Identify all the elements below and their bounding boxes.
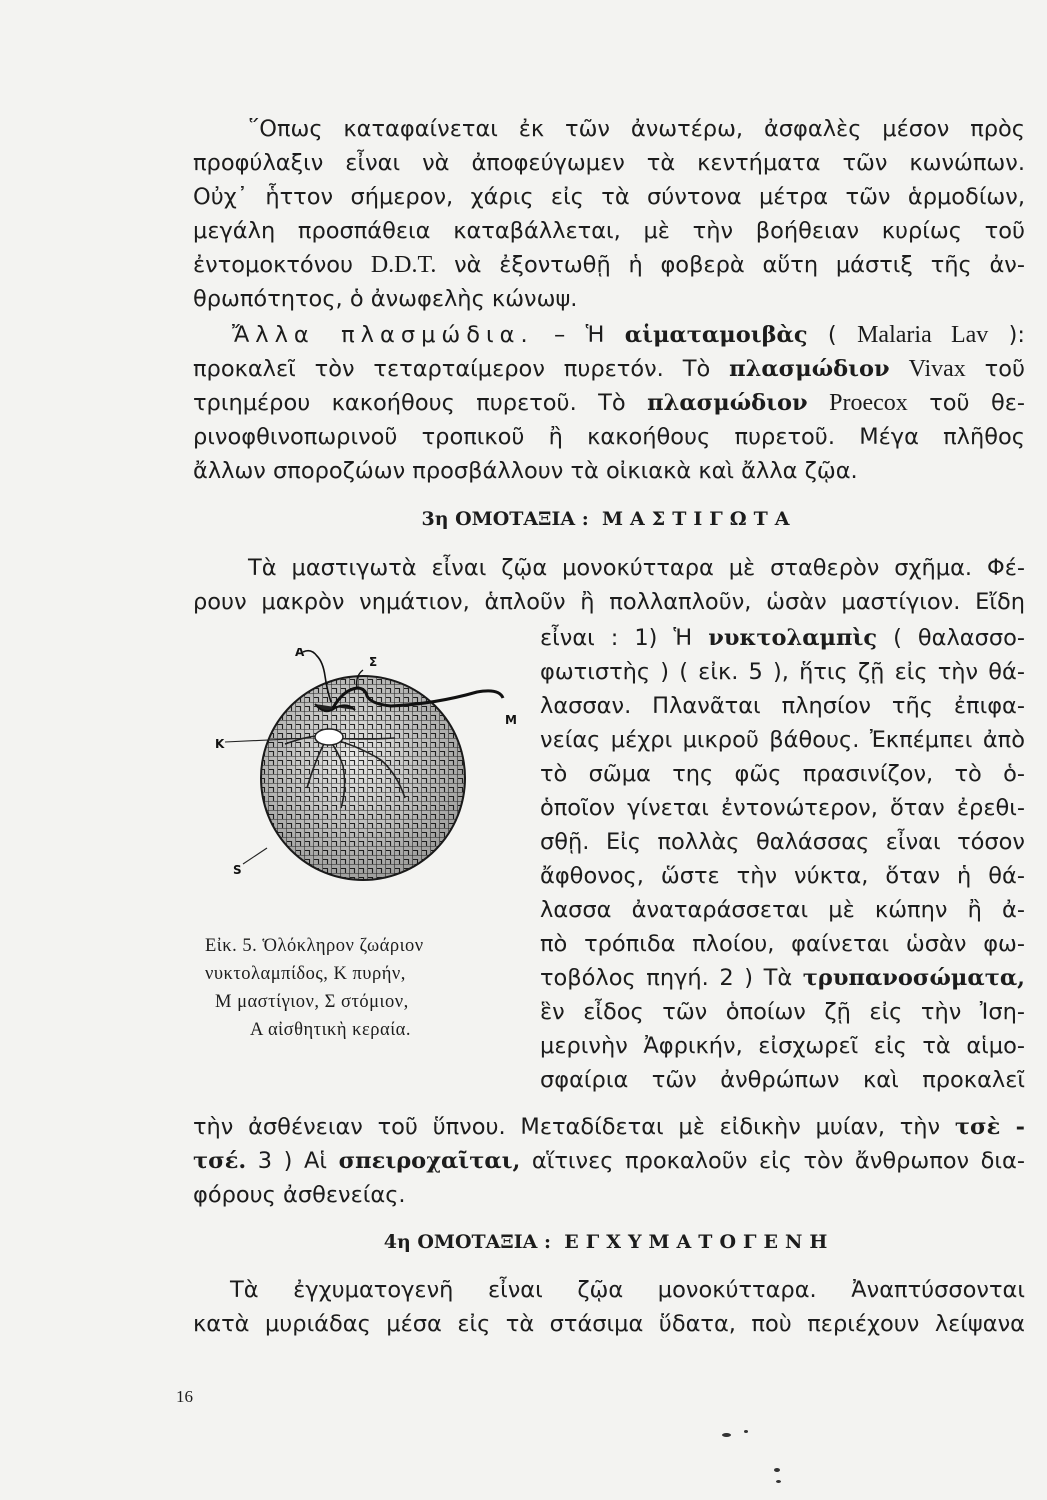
latin-term: Proecox xyxy=(829,390,908,416)
text-segment: τοῦ θε- xyxy=(907,390,1026,416)
heading-title: ΕΓΧΥΜΑΤΟΓΕΝΗ xyxy=(564,1231,835,1253)
text-line: ρινοφθινοπωρινοῦ τροπικοῦ ἢ κακοήθους πυρετοῦ. Μέγα πλῆθος xyxy=(193,424,1025,450)
bold-term: πλασμώδιον xyxy=(647,390,808,416)
text-line: λασσα ἀναταράσσεται μὲ κώπην ἢ ἀ- xyxy=(540,897,1025,923)
caption-line: Εἰκ. 5. Ὁλόκληρον ζωάριον xyxy=(205,936,424,956)
text-line xyxy=(193,248,1025,282)
text-line: νείας μέχρι μικροῦ βάθους. Ἐκπέμπει ἀπὸ xyxy=(540,727,1025,753)
bold-term: αἱματαμοιβὰς xyxy=(624,322,808,348)
text-segment: ): xyxy=(988,322,1025,348)
text-segment: τὴν ἀσθένειαν τοῦ ὕπνου. Μεταδίδεται μὲ εἰδικὴν μυίαν, τὴν xyxy=(193,1114,955,1140)
caption-line: Μ μαστίγιον, Σ στόμιον, xyxy=(215,992,409,1012)
spaced-heading-term: Ἄλλα πλασμώδια. xyxy=(232,322,534,348)
latin-term: Vivax xyxy=(908,356,966,382)
label-s-bottom: S xyxy=(233,863,242,877)
scan-speck xyxy=(776,1480,781,1483)
text-line: θρωπότητος, ὁ ἀνωφελὴς κώνωψ. xyxy=(193,286,578,312)
bold-term: πλασμώδιον xyxy=(729,356,890,382)
text-line xyxy=(540,621,1025,655)
text-segment: τοῦ xyxy=(965,356,1026,382)
page-number: 16 xyxy=(176,1387,193,1406)
heading-prefix: 4η ΟΜΟΤΑΞΙΑ : xyxy=(383,1231,552,1253)
text-segment: νὰ ἐξοντωθῇ ἡ φοβερὰ αὕτη μάστιξ τῆς ἀν- xyxy=(454,252,1025,278)
text-line xyxy=(193,1110,1025,1144)
bold-term: τσὲ - xyxy=(954,1114,1026,1140)
text-line: τὸ σῶμα της φῶς πρασινίζον, τὸ ὁ- xyxy=(540,761,1025,787)
text-line: ἓν εἶδος τῶν ὁποίων ζῇ εἰς τὴν Ἰση- xyxy=(540,999,1025,1025)
text-segment: αἵτινες προκαλοῦν εἰς τὸν ἄνθρωπον δια- xyxy=(520,1148,1025,1174)
text-line: ρουν μακρὸν νημάτιον, ἁπλοῦν ἢ πολλαπλοῦν, ὡσὰν μαστίγιον. Εἴδη xyxy=(193,589,1025,615)
text-line xyxy=(193,1144,1025,1178)
text-segment: ( xyxy=(807,322,858,348)
text-line: λασσαν. Πλανᾶται πλησίον τῆς ἐπιφα- xyxy=(540,693,1025,719)
scan-speck xyxy=(744,1430,748,1433)
text-line: μερινὴν Ἀφρικήν, εἰσχωρεῖ εἰς τὰ αἱμο- xyxy=(540,1033,1025,1059)
label-k: K xyxy=(215,737,225,751)
text-line xyxy=(232,318,1025,352)
label-s-top: Σ xyxy=(369,655,378,669)
ddt-term: D.D.T. xyxy=(370,252,437,278)
label-m: M xyxy=(505,713,517,727)
bold-term: νυκτολαμπὶς xyxy=(708,625,878,651)
text-segment: – Ἡ xyxy=(533,322,625,348)
text-line: σφαίρια τῶν ἀνθρώπων καὶ προκαλεῖ xyxy=(540,1067,1025,1093)
text-line: ῞Οπως καταφαίνεται ἐκ τῶν ἀνωτέρω, ἀσφαλὲς μέσον πρὸς xyxy=(248,116,1025,142)
text-line xyxy=(540,961,1025,995)
text-segment: ( θαλασσο- xyxy=(877,625,1026,651)
text-segment: τοβόλος πηγή. 2 ) Τὰ xyxy=(540,965,803,991)
text-line: φόρους ἀσθενείας. xyxy=(193,1182,406,1208)
text-line: προφύλαξιν εἶναι νὰ ἀποφεύγωμεν τὰ κεντήματα τῶν κωνώπων. xyxy=(193,150,1025,176)
latin-term: Malaria Lav xyxy=(857,322,989,348)
bold-term: τρυπανοσώματα, xyxy=(802,965,1025,991)
scan-speck xyxy=(722,1433,731,1437)
text-line: Τὰ ἐγχυματογενῆ εἶναι ζῷα μονοκύτταρα. Ἀναπτύσσονται xyxy=(230,1277,1025,1303)
text-segment: προκαλεῖ τὸν τεταρταίμερον πυρετόν. Τὸ xyxy=(193,356,730,382)
caption-line: Α αἰσθητικὴ κεραία. xyxy=(250,1020,411,1040)
heading-title: ΜΑΣΤΙΓΩΤΑ xyxy=(602,508,797,530)
noctiluca-illustration xyxy=(215,648,535,883)
label-a: A xyxy=(295,648,305,659)
text-line: σθῇ. Εἰς πολλὰς θαλάσσας εἶναι τόσον xyxy=(540,829,1025,855)
bold-term: τσέ. xyxy=(193,1148,247,1174)
text-line: ἄλλων σποροζώων προσβάλλουν τὰ οἰκιακὰ καὶ ἄλλα ζῷα. xyxy=(193,458,858,484)
text-line: μεγάλη προσπάθεια καταβάλλεται, μὲ τὴν βοήθειαν κυρίως τοῦ xyxy=(193,218,1025,244)
text-line: φωτιστὴς ) ( εἰκ. 5 ), ἥτις ζῇ εἰς τὴν θά- xyxy=(540,659,1025,685)
caption-line: νυκτολαμπίδος, Κ πυρήν, xyxy=(205,964,406,984)
text-segment: εἶναι : 1) Ἡ xyxy=(540,625,709,651)
text-line: Τὰ μαστιγωτὰ εἶναι ζῷα μονοκύτταρα μὲ σταθερὸν σχῆμα. Φέ- xyxy=(248,555,1025,581)
figure-caption xyxy=(205,932,505,1044)
section-heading-3 xyxy=(193,508,1025,530)
text-line: ἄφθονος, ὥστε τὴν νύκτα, ὅταν ἡ θά- xyxy=(540,863,1025,889)
section-heading-4 xyxy=(193,1231,1025,1253)
text-line xyxy=(193,386,1025,420)
text-line: κατὰ μυριάδας μέσα εἰς τὰ στάσιμα ὕδατα, ποὺ περιέχουν λείψανα xyxy=(193,1311,1025,1337)
scan-speck xyxy=(774,1468,780,1472)
bold-term: σπειροχαῖται, xyxy=(338,1148,521,1174)
text-line: Οὐχ᾽ ἧττον σήμερον, χάρις εἰς τὰ σύντονα μέτρα τῶν ἁρμοδίων, xyxy=(193,184,1025,210)
text-segment: τριημέρου κακοήθους πυρετοῦ. Τὸ xyxy=(193,390,648,416)
heading-prefix: 3η ΟΜΟΤΑΞΙΑ : xyxy=(421,508,589,530)
nucleus xyxy=(315,729,343,745)
noctiluca-figure xyxy=(215,648,535,883)
text-line: ὁποῖον γίνεται ἐντονώτερον, ὅταν ἐρεθι- xyxy=(540,795,1025,821)
text-line: πὸ τρόπιδα πλοίου, φαίνεται ὡσὰν φω- xyxy=(540,931,1025,957)
text-segment: 3 ) Αἱ xyxy=(246,1148,339,1174)
text-line xyxy=(193,352,1025,386)
text-segment: ἐντομοκτόνου xyxy=(193,252,354,278)
